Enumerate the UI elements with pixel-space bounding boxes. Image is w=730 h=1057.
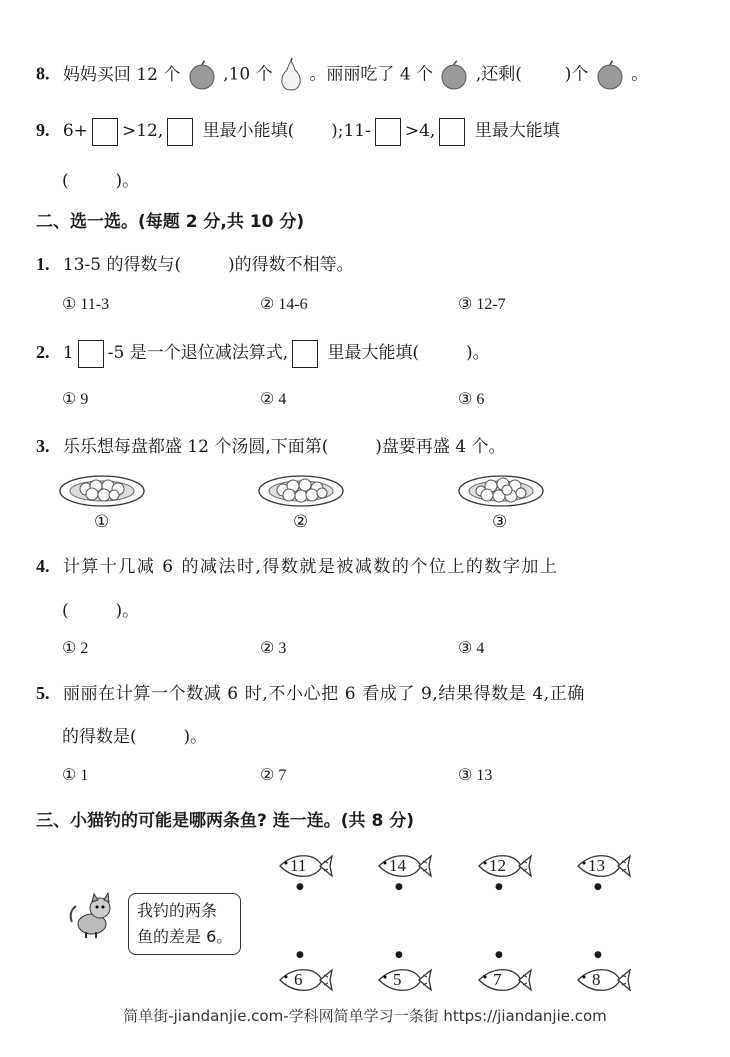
fish-number: 5 <box>393 970 402 989</box>
question-text: 。 <box>631 64 649 85</box>
cat-icon <box>66 892 118 940</box>
question-text: 13-5 的得数与( <box>62 255 182 275</box>
fish-icon <box>574 966 632 994</box>
fish-icon <box>276 966 334 994</box>
section-3-title: 三、小猫钓的可能是哪两条鱼? 连一连。(共 8 分) <box>36 811 414 831</box>
fish-number: 13 <box>588 856 605 875</box>
question-text: >12, <box>121 121 164 141</box>
question-text: )。 <box>465 343 490 363</box>
question-text: )个 <box>564 64 589 85</box>
option-2[interactable]: ② 4 <box>260 391 287 408</box>
option-3[interactable]: ③ 12-7 <box>458 296 506 313</box>
question-text: ,10 个 <box>223 64 273 85</box>
question-text: 计算十几减 6 的减法时,得数就是被减数的个位上的数字加上 <box>62 557 559 577</box>
plate-2-label[interactable]: ② <box>293 512 309 532</box>
question-number: 4. <box>36 556 50 576</box>
question-text: )盘要再盛 4 个。 <box>375 437 506 457</box>
section-2-question-4 <box>36 552 558 577</box>
bubble-line-2: 鱼的差是 6。 <box>137 927 233 946</box>
connect-dot[interactable]: ● <box>594 950 602 960</box>
question-text: 6+ <box>62 121 88 141</box>
question-text: );11- <box>331 121 371 141</box>
apple-icon <box>594 60 626 90</box>
fish-number: 12 <box>489 856 506 875</box>
answer-box[interactable] <box>439 118 465 146</box>
connect-dot[interactable]: ● <box>495 950 503 960</box>
pear-icon <box>278 58 304 92</box>
apple-icon <box>186 60 218 90</box>
question-text: ,还剩( <box>475 64 522 85</box>
speech-bubble <box>128 893 241 955</box>
option-1[interactable]: ① 2 <box>62 640 89 657</box>
question-text: 。丽丽吃了 4 个 <box>309 64 434 85</box>
answer-paren-close: )。 <box>183 727 208 747</box>
question-number: 3. <box>36 436 50 456</box>
plate-3-image <box>457 472 545 510</box>
apple-icon <box>438 60 470 90</box>
fish-icon <box>375 966 433 994</box>
answer-box[interactable] <box>78 340 104 368</box>
question-text: >4, <box>404 121 436 141</box>
answer-box[interactable] <box>167 118 193 146</box>
plate-2-image <box>257 472 345 510</box>
answer-paren-open: ( <box>62 601 69 621</box>
section-2-question-5 <box>36 679 585 704</box>
question-number: 5. <box>36 683 50 703</box>
answer-box[interactable] <box>292 340 318 368</box>
question-9 <box>36 116 560 146</box>
footer-watermark: 简单街-jiandanjie.com-学科网简单学习一条街 https://jiandanjie.com <box>123 1007 607 1025</box>
question-number: 8. <box>36 63 50 84</box>
option-2[interactable]: ② 7 <box>260 767 287 784</box>
question-text: 的得数是( <box>62 727 137 747</box>
option-1[interactable]: ① 11-3 <box>62 296 110 313</box>
connect-dot[interactable]: ● <box>395 950 403 960</box>
option-3[interactable]: ③ 6 <box>458 391 485 408</box>
connect-dot[interactable]: ● <box>296 950 304 960</box>
question-number: 1. <box>36 254 50 274</box>
question-9-line2 <box>62 166 139 191</box>
fish-number: 6 <box>294 970 303 989</box>
option-3[interactable]: ③ 13 <box>458 767 493 784</box>
answer-paren-open: ( <box>62 171 69 191</box>
bubble-line-1: 我钓的两条 <box>137 901 218 920</box>
connect-dot[interactable]: ● <box>594 882 602 892</box>
section-2-question-2 <box>36 338 490 368</box>
question-text: 乐乐想每盘都盛 12 个汤圆,下面第( <box>62 437 329 457</box>
question-text: -5 是一个退位减法算式, <box>107 343 289 363</box>
question-number: 2. <box>36 342 50 362</box>
fish-icon <box>475 966 533 994</box>
question-text: )的得数不相等。 <box>227 255 354 275</box>
fish-number: 8 <box>592 970 601 989</box>
fish-number: 7 <box>493 970 502 989</box>
plate-1-label[interactable]: ① <box>94 512 110 532</box>
answer-paren-close: )。 <box>115 171 140 191</box>
question-number: 9. <box>36 120 50 140</box>
question-text: 里最小能填( <box>202 121 295 141</box>
option-2[interactable]: ② 14-6 <box>260 296 308 313</box>
section-2-question-1 <box>36 250 354 275</box>
question-text: 里最大能填 <box>474 121 560 141</box>
connect-dot[interactable]: ● <box>495 882 503 892</box>
answer-paren-close: )。 <box>115 601 140 621</box>
plate-3-label[interactable]: ③ <box>492 512 508 532</box>
question-text: 1 <box>62 343 74 363</box>
option-3[interactable]: ③ 4 <box>458 640 485 657</box>
question-text: 里最大能填( <box>327 343 420 363</box>
section-2-question-4-line2 <box>62 596 139 621</box>
connect-dot[interactable]: ● <box>296 882 304 892</box>
question-text: 妈妈买回 12 个 <box>62 64 181 85</box>
answer-box[interactable] <box>92 118 118 146</box>
connect-dot[interactable]: ● <box>395 882 403 892</box>
option-2[interactable]: ② 3 <box>260 640 287 657</box>
fish-number: 14 <box>389 856 406 875</box>
section-2-question-5-line2 <box>62 722 207 747</box>
fish-number: 11 <box>290 856 307 875</box>
answer-box[interactable] <box>375 118 401 146</box>
section-2-title: 二、选一选。(每题 2 分,共 10 分) <box>36 212 305 232</box>
section-2-question-3 <box>36 432 505 457</box>
option-1[interactable]: ① 1 <box>62 767 89 784</box>
question-text: 丽丽在计算一个数减 6 时,不小心把 6 看成了 9,结果得数是 4,正确 <box>62 684 586 704</box>
question-8 <box>36 58 648 92</box>
plate-1-image <box>58 472 146 510</box>
option-1[interactable]: ① 9 <box>62 391 89 408</box>
